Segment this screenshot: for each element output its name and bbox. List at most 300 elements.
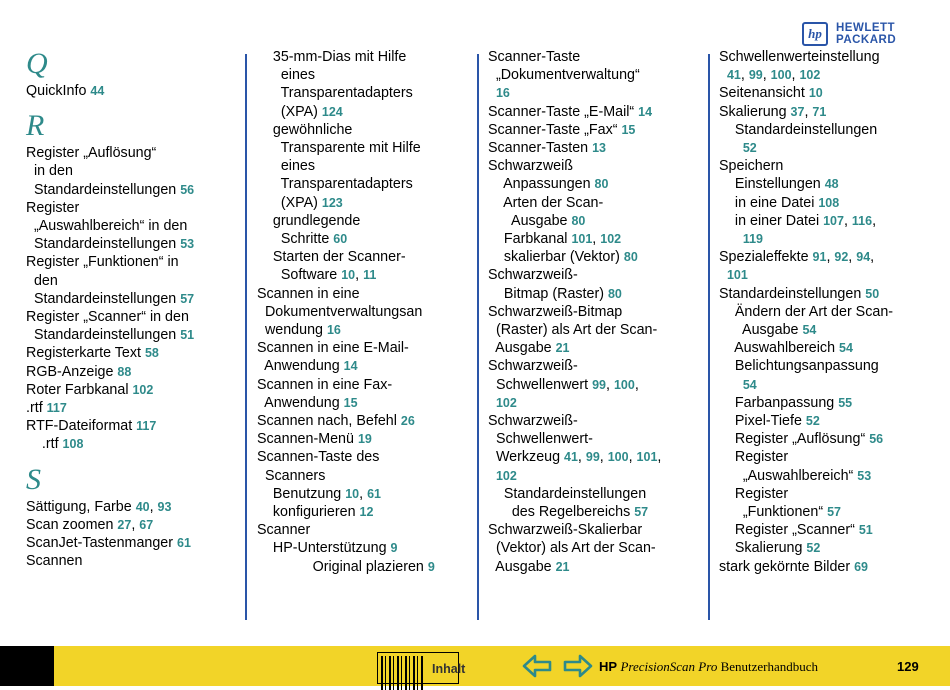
- index-entry: [257, 412, 469, 430]
- index-entry-line: [488, 521, 700, 539]
- index-term-text: Pixel-Tiefe: [719, 413, 806, 430]
- page-reference-link[interactable]: 16: [495, 86, 510, 101]
- index-term-text: (XPA): [257, 103, 322, 120]
- index-entry-line: [488, 157, 700, 175]
- index-entry-line: [26, 162, 238, 180]
- index-column-2: [257, 48, 469, 576]
- index-entry-line: [719, 321, 931, 339]
- index-term-text: Ausgabe: [488, 340, 556, 357]
- index-entry-line: [257, 357, 469, 375]
- index-entry: [488, 303, 700, 358]
- index-term-text: Standardeinstellungen: [26, 327, 181, 344]
- page-reference-link[interactable]: 12: [359, 505, 374, 520]
- index-entry: [257, 430, 469, 448]
- page-reference-link[interactable]: 80: [571, 213, 586, 228]
- index-entry-line: [26, 82, 238, 100]
- page-number: 129: [897, 659, 919, 674]
- index-term-text: Scanners: [257, 467, 326, 484]
- page-reference-link[interactable]: 100: [770, 68, 792, 83]
- index-term-text: Scannen: [26, 553, 83, 570]
- index-term-text: „Auswahlbereich“ in den: [26, 218, 188, 235]
- forward-arrow-icon[interactable]: [563, 653, 593, 679]
- page-reference-link[interactable]: 102: [600, 232, 622, 247]
- index-term-text: (XPA): [257, 194, 322, 211]
- index-term-text: wendung: [257, 322, 327, 339]
- page-reference-link[interactable]: 40: [135, 499, 150, 514]
- index-entry-line: [488, 357, 700, 375]
- index-entry-line: [488, 139, 700, 157]
- index-entry-line: [257, 157, 469, 175]
- index-term-text: ,: [606, 376, 614, 393]
- index-entry-line: [488, 303, 700, 321]
- index-column-4: [719, 48, 931, 576]
- page-reference-link[interactable]: 54: [802, 323, 817, 338]
- index-entry: [488, 103, 700, 121]
- page-reference-link[interactable]: 124: [321, 104, 343, 119]
- index-entry-line: [257, 303, 469, 321]
- index-entry-line: [719, 285, 931, 303]
- index-entry: [719, 48, 931, 84]
- page-reference-link[interactable]: 15: [621, 122, 636, 137]
- index-entry: [26, 399, 238, 417]
- index-entry-line: [719, 48, 931, 66]
- index-term-text: Skalierung: [719, 103, 791, 120]
- page-reference-link[interactable]: 99: [748, 68, 763, 83]
- column-divider: [245, 54, 247, 620]
- index-term-text: ,: [355, 267, 364, 284]
- index-entry-line: [488, 412, 700, 430]
- index-entry-line: [257, 467, 469, 485]
- index-entry-line: [719, 212, 931, 230]
- page-reference-link[interactable]: 69: [854, 559, 868, 574]
- page-reference-link[interactable]: 51: [180, 328, 195, 343]
- index-term-text: Register: [719, 485, 789, 502]
- index-entry-line: [257, 394, 469, 412]
- page-reference-link[interactable]: 41: [726, 68, 741, 83]
- page-reference-link[interactable]: 37: [790, 104, 805, 119]
- index-entry: [26, 498, 238, 516]
- index-term-text: Einstellungen: [719, 176, 825, 193]
- index-term-text: Farbanpassung: [719, 394, 839, 411]
- index-entry: [719, 521, 931, 539]
- index-term-text: [488, 395, 496, 411]
- page-reference-link[interactable]: 21: [555, 559, 570, 574]
- index-term-text: Transparentadapters: [257, 85, 413, 102]
- index-entry-line: [719, 84, 931, 102]
- index-entry-line: [719, 357, 931, 375]
- index-entry-line: [26, 308, 238, 326]
- page-reference-link[interactable]: 50: [865, 286, 880, 301]
- index-entry-line: [488, 503, 700, 521]
- index-term-text: Registerkarte Text: [26, 345, 145, 362]
- index-term-text: ,: [826, 249, 835, 266]
- page-reference-link[interactable]: 48: [824, 177, 839, 192]
- index-entry-line: [26, 516, 238, 534]
- index-entry-line: [488, 66, 700, 84]
- index-entry: [257, 121, 469, 212]
- index-entry: [719, 212, 931, 248]
- index-entry-line: [719, 175, 931, 193]
- index-entry-line: [257, 321, 469, 339]
- index-entry-line: [719, 194, 931, 212]
- page-reference-link[interactable]: 92: [834, 250, 849, 265]
- index-entry: [257, 48, 469, 121]
- index-term-text: Speichern: [719, 158, 784, 175]
- index-term-text: (Raster) als Art der Scan-: [488, 322, 658, 339]
- index-term-text: Register „Scanner“: [719, 522, 859, 539]
- index-entry-line: [257, 412, 469, 430]
- index-entry-line: [719, 157, 931, 175]
- page-reference-link[interactable]: 61: [177, 536, 191, 551]
- column-divider: [477, 54, 479, 620]
- index-term-text: [719, 267, 727, 283]
- index-entry-line: [26, 344, 238, 362]
- page-reference-link[interactable]: 16: [326, 323, 341, 338]
- index-entry-line: [719, 266, 931, 284]
- index-term-text: ,: [804, 103, 813, 120]
- index-entry-line: [257, 48, 469, 66]
- index-entry-line: [257, 485, 469, 503]
- index-entry-line: [488, 430, 700, 448]
- index-entry: [488, 521, 700, 576]
- page-reference-link[interactable]: 56: [180, 182, 195, 197]
- index-term-text: „Funktionen“: [719, 504, 828, 521]
- index-term-text: Scannen in eine: [257, 285, 360, 302]
- index-term-text: ,: [870, 249, 875, 266]
- contents-button[interactable]: Inhalt: [377, 652, 459, 684]
- index-entry-line: [488, 266, 700, 284]
- index-entry-line: [257, 139, 469, 157]
- page-reference-link[interactable]: 117: [136, 419, 157, 434]
- index-entry: [257, 339, 469, 375]
- index-entry-line: [26, 435, 238, 453]
- index-entry: [488, 139, 700, 157]
- index-term-text: Benutzung: [257, 485, 346, 502]
- index-term-text: Scanner-Taste: [488, 49, 581, 65]
- page-reference-link[interactable]: 15: [343, 395, 358, 410]
- index-term-text: .rtf: [26, 436, 63, 453]
- page-reference-link[interactable]: 54: [742, 377, 757, 392]
- footer-bar: [0, 646, 950, 686]
- index-term-text: ,: [791, 67, 800, 84]
- index-entry: [257, 485, 469, 503]
- index-entry-line: [257, 103, 469, 121]
- index-term-text: Register „Auflösung“: [719, 431, 870, 448]
- index-term-text: [719, 140, 743, 156]
- index-entry: [488, 357, 700, 412]
- hp-logo: [802, 22, 912, 48]
- page-reference-link[interactable]: 91: [812, 250, 827, 265]
- page-reference-link[interactable]: 14: [343, 359, 358, 374]
- page-reference-link[interactable]: 10: [341, 268, 356, 283]
- index-entry-line: [719, 248, 931, 266]
- index-entry: [719, 285, 931, 303]
- index-entry-line: [257, 558, 469, 576]
- index-term-text: Scannen in eine E-Mail-: [257, 340, 409, 357]
- index-term-text: Dokumentverwaltungsan: [257, 303, 423, 320]
- index-term-text: [488, 468, 496, 484]
- index-entry: [719, 175, 931, 193]
- index-term-text: Register: [719, 449, 789, 466]
- index-entry-line: [257, 430, 469, 448]
- index-entry: [257, 212, 469, 248]
- index-entry-line: [26, 381, 238, 399]
- index-term-text: Arten der Scan-: [488, 194, 604, 211]
- page-reference-link[interactable]: 80: [623, 250, 638, 265]
- index-term-text: ScanJet-Tastenmanger: [26, 535, 177, 552]
- index-term-text: Register „Scanner“ in den: [26, 309, 189, 326]
- page-reference-link[interactable]: 13: [592, 141, 607, 156]
- index-entry-line: [257, 194, 469, 212]
- page-reference-link[interactable]: 102: [495, 395, 517, 410]
- page-reference-link[interactable]: 102: [495, 468, 517, 483]
- index-entry-line: [488, 485, 700, 503]
- index-term-text: ,: [848, 249, 857, 266]
- page-reference-link[interactable]: 67: [139, 517, 154, 532]
- index-term-text: Anpassungen: [488, 176, 595, 193]
- index-entry: [719, 121, 931, 157]
- page-reference-link[interactable]: 88: [117, 364, 132, 379]
- index-entry-line: [26, 552, 238, 570]
- index-term-text: ,: [740, 67, 749, 84]
- index-term-text: Ändern der Art der Scan-: [719, 303, 894, 320]
- index-entry: [257, 448, 469, 484]
- index-term-text: konfigurieren: [257, 504, 360, 521]
- index-entry: [26, 344, 238, 362]
- page-reference-link[interactable]: 123: [321, 195, 343, 210]
- index-term-text: Schwellenwerteinstellung: [719, 49, 880, 65]
- index-term-text: Farbkanal: [488, 231, 572, 248]
- index-term-text: Scanner-Taste „E-Mail“: [488, 103, 639, 120]
- page-reference-link[interactable]: 11: [363, 268, 377, 283]
- page-reference-link[interactable]: 10: [808, 86, 823, 101]
- page-reference-link[interactable]: 57: [180, 291, 195, 306]
- index-term-text: ,: [872, 212, 877, 229]
- index-entry: [26, 82, 238, 100]
- index-term-text: Scannen nach, Befehl: [257, 413, 401, 430]
- index-term-text: [719, 231, 743, 247]
- page-reference-link[interactable]: 44: [90, 84, 105, 98]
- index-entry-line: [719, 376, 931, 394]
- page-reference-link[interactable]: 117: [46, 401, 67, 416]
- index-entry: [719, 303, 931, 339]
- page-reference-link[interactable]: 41: [564, 450, 578, 465]
- index-entry-line: [488, 394, 700, 412]
- index-term-text: ,: [359, 485, 368, 502]
- barcode-icon: [381, 656, 425, 690]
- index-term-text: Register „Auflösung“: [26, 145, 157, 162]
- index-entry-line: [488, 376, 700, 394]
- index-entry: [26, 144, 238, 199]
- page-reference-link[interactable]: 21: [555, 341, 570, 356]
- index-entry-line: [719, 539, 931, 557]
- page-reference-link[interactable]: 108: [818, 195, 840, 210]
- index-entry: [488, 48, 700, 103]
- page-reference-link[interactable]: 61: [367, 486, 381, 501]
- index-term-text: in einer Datei: [719, 212, 824, 229]
- page-reference-link[interactable]: 99: [585, 450, 600, 465]
- index-term-text: Standardeinstellungen: [719, 121, 878, 138]
- index-term-text: [719, 377, 743, 393]
- page-reference-link[interactable]: 26: [400, 414, 415, 429]
- index-term-text: Original plazieren: [257, 558, 428, 575]
- index-entry-line: [257, 539, 469, 557]
- page-reference-link[interactable]: 60: [333, 232, 348, 247]
- index-entry: [488, 266, 700, 302]
- page-reference-link[interactable]: 101: [636, 450, 658, 465]
- index-column-3: [488, 48, 700, 576]
- index-term-text: Transparente mit Hilfe: [257, 140, 421, 157]
- page-reference-link[interactable]: 108: [62, 437, 84, 452]
- page-reference-link[interactable]: 19: [357, 432, 372, 447]
- index-entry-line: [257, 84, 469, 102]
- index-entry-line: [26, 326, 238, 344]
- index-term-text: Scanner-Tasten: [488, 140, 593, 157]
- index-entry-line: [719, 339, 931, 357]
- page-reference-link[interactable]: 52: [742, 141, 757, 156]
- index-entry: [257, 285, 469, 340]
- index-entry-line: [257, 339, 469, 357]
- index-entry-line: [719, 139, 931, 157]
- page-reference-link[interactable]: 10: [345, 486, 360, 501]
- page-reference-link[interactable]: 101: [726, 268, 748, 283]
- footer-black-block: [0, 646, 54, 686]
- index-term-text: in den: [26, 163, 73, 180]
- index-term-text: ,: [149, 498, 158, 515]
- index-entry-line: [26, 534, 238, 552]
- index-term-text: ,: [592, 231, 601, 248]
- index-entry-line: [719, 521, 931, 539]
- index-column-1: [26, 48, 238, 570]
- index-term-text: Transparentadapters: [257, 176, 413, 193]
- index-entry-line: [488, 467, 700, 485]
- page-reference-link[interactable]: 53: [857, 468, 872, 483]
- index-term-text: [488, 85, 496, 101]
- index-entry: [257, 248, 469, 284]
- page-reference-link[interactable]: 57: [634, 505, 649, 520]
- index-term-text: Scannen in eine Fax-: [257, 376, 393, 393]
- index-term-text: ,: [762, 67, 771, 84]
- index-entry-line: [26, 498, 238, 516]
- page-reference-link[interactable]: 27: [117, 517, 132, 532]
- page-reference-link[interactable]: 101: [571, 232, 593, 247]
- index-entry-line: [257, 503, 469, 521]
- index-entry-line: [26, 253, 238, 271]
- index-term-text: Skalierung: [719, 540, 807, 557]
- index-entry-line: [488, 103, 700, 121]
- index-entry: [26, 363, 238, 381]
- index-entry: [719, 539, 931, 557]
- page-reference-link[interactable]: 53: [180, 237, 195, 252]
- page-reference-link[interactable]: 52: [805, 414, 820, 429]
- page-reference-link[interactable]: 54: [839, 341, 853, 356]
- page-reference-link[interactable]: 58: [144, 346, 159, 361]
- page-reference-link[interactable]: 102: [132, 382, 154, 397]
- index-term-text: QuickInfo: [26, 83, 91, 99]
- page-reference-link[interactable]: 51: [858, 523, 873, 538]
- index-entry-line: [719, 412, 931, 430]
- index-term-text: Anwendung: [257, 358, 344, 375]
- index-entry-line: [257, 448, 469, 466]
- page-reference-link[interactable]: 107: [823, 213, 844, 228]
- index-entry: [719, 412, 931, 430]
- page-reference-link[interactable]: 80: [607, 286, 622, 301]
- index-term-text: Standardeinstellungen: [488, 485, 647, 502]
- page-reference-link[interactable]: 94: [856, 250, 871, 265]
- index-entry-line: [719, 121, 931, 139]
- index-term-text: [719, 67, 727, 83]
- index-term-text: ,: [628, 449, 637, 466]
- page-reference-link[interactable]: 55: [838, 395, 853, 410]
- index-term-text: „Auswahlbereich“: [719, 467, 858, 484]
- index-entry: [26, 308, 238, 344]
- index-term-text: Belichtungsanpassung: [719, 358, 879, 375]
- page-reference-link[interactable]: 57: [827, 505, 841, 520]
- page-reference-link[interactable]: 119: [742, 232, 764, 247]
- index-term-text: Ausgabe: [488, 558, 556, 575]
- index-term-text: ,: [131, 516, 140, 533]
- index-term-text: Schritte: [257, 231, 334, 248]
- index-term-text: .rtf: [26, 400, 47, 417]
- index-entry-line: [719, 303, 931, 321]
- index-term-text: eines: [257, 158, 316, 175]
- index-term-text: Bitmap (Raster): [488, 285, 608, 302]
- index-entry-line: [488, 321, 700, 339]
- index-entry-line: [488, 84, 700, 102]
- index-entry-line: [719, 558, 931, 576]
- index-entry-line: [26, 290, 238, 308]
- page-reference-link[interactable]: 116: [851, 213, 873, 228]
- page-reference-link[interactable]: 102: [799, 68, 821, 83]
- index-entry: [488, 230, 700, 248]
- index-entry: [488, 157, 700, 175]
- index-entry-line: [488, 539, 700, 557]
- index-entry-line: [26, 363, 238, 381]
- index-term-text: Ausgabe: [719, 322, 803, 339]
- page-reference-link[interactable]: 52: [806, 541, 821, 556]
- index-entry: [719, 558, 931, 576]
- page-reference-link[interactable]: 9: [427, 559, 435, 574]
- index-entry-line: [257, 175, 469, 193]
- index-entry: [26, 417, 238, 435]
- page-reference-link[interactable]: 93: [157, 499, 172, 514]
- index-entry-line: [257, 266, 469, 284]
- page-reference-link[interactable]: 71: [812, 104, 827, 119]
- page-reference-link[interactable]: 80: [594, 177, 609, 192]
- index-entry: [488, 248, 700, 266]
- page-reference-link[interactable]: 9: [390, 541, 398, 556]
- index-entry-line: [488, 121, 700, 139]
- page-reference-link[interactable]: 100: [607, 450, 629, 465]
- index-entry: [719, 103, 931, 121]
- index-entry-line: [257, 285, 469, 303]
- index-entry-line: [257, 212, 469, 230]
- index-entry-line: [26, 417, 238, 435]
- index-entry-line: [26, 199, 238, 217]
- back-arrow-icon[interactable]: [522, 653, 552, 679]
- page-reference-link[interactable]: 14: [638, 104, 653, 119]
- index-term-text: Ausgabe: [488, 212, 572, 229]
- page-reference-link[interactable]: 99: [592, 377, 606, 392]
- index-term-text: Werkzeug: [488, 449, 565, 466]
- index-entry-line: [26, 399, 238, 417]
- index-entry-line: [719, 430, 931, 448]
- index-entry-line: [488, 48, 700, 66]
- index-entry: [26, 435, 238, 453]
- page-reference-link[interactable]: 56: [869, 432, 884, 447]
- index-entry-line: [257, 66, 469, 84]
- page-reference-link[interactable]: 100: [613, 377, 635, 392]
